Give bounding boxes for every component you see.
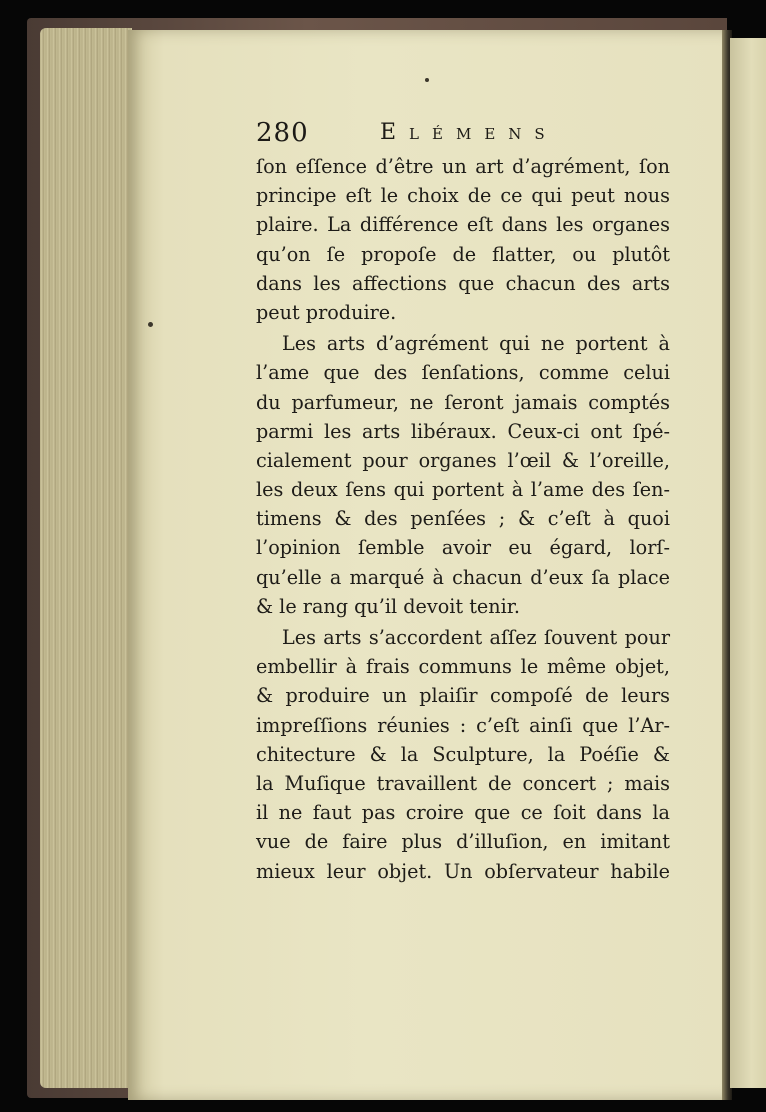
body-text <box>256 152 670 886</box>
text-line: qu’on ſe propoſe de flatter, ou plutôt <box>256 242 670 266</box>
page-stack-edge <box>40 28 132 1088</box>
text-line: du parfumeur, ne ſeront jamais comptés <box>256 390 670 414</box>
text-line: & le rang qu’il devoit tenir. <box>256 594 520 618</box>
text-line: chitecture & la Sculpture, la Poéſie & <box>256 742 670 766</box>
ink-speck <box>148 322 153 327</box>
text-line: mieux leur objet. Un obſervateur habile <box>256 859 670 883</box>
text-line: Les arts s’accordent aſſez ſouvent pour <box>282 626 670 649</box>
text-line: parmi les arts libéraux. Ceux-ci ont ſpé- <box>256 419 670 443</box>
text-line: dans les affections que chacun des arts <box>256 271 670 295</box>
text-line: ſon eſſence d’être un art d’agrément, ſon <box>256 155 670 178</box>
text-line: plaire. La différence eſt dans les organes <box>256 213 670 237</box>
text-line: vue de faire plus d’illuſion, en imitant <box>256 830 670 854</box>
ink-speck <box>425 78 429 82</box>
text-line: principe eſt le choix de ce qui peut nous <box>256 184 670 208</box>
text-line: l’opinion ſemble avoir eu égard, lorſ- <box>256 536 670 560</box>
text-line: l’ame que des ſenſations, comme celui <box>256 361 670 385</box>
text-line: impreſſions réunies : c’eſt ainſi que l’Ar- <box>256 713 670 737</box>
text-line: Les arts d’agrément qui ne portent à <box>282 332 670 356</box>
text-line: cialement pour organes l’œil & l’oreille, <box>256 448 670 472</box>
text-line: embellir à frais communs le même objet, <box>256 655 670 679</box>
text-line: qu’elle a marqué à chacun d’eux ſa place <box>256 565 670 589</box>
text-line: les deux ſens qui portent à l’ame des ſen- <box>256 478 670 502</box>
text-line: il ne faut pas croire que ce ſoit dans la <box>256 801 670 825</box>
running-title: Elémens <box>380 120 558 145</box>
text-line: peut produire. <box>256 300 397 324</box>
page-number: 280 <box>256 118 309 148</box>
text-line: timens & des penſées ; & c’eſt à quoi <box>256 507 670 531</box>
text-line: la Muſique travaillent de concert ; mais <box>256 771 670 795</box>
running-head <box>256 118 676 154</box>
facing-page-edge <box>730 38 766 1088</box>
text-line: & produire un plaiſir compoſé de leurs <box>256 684 670 708</box>
